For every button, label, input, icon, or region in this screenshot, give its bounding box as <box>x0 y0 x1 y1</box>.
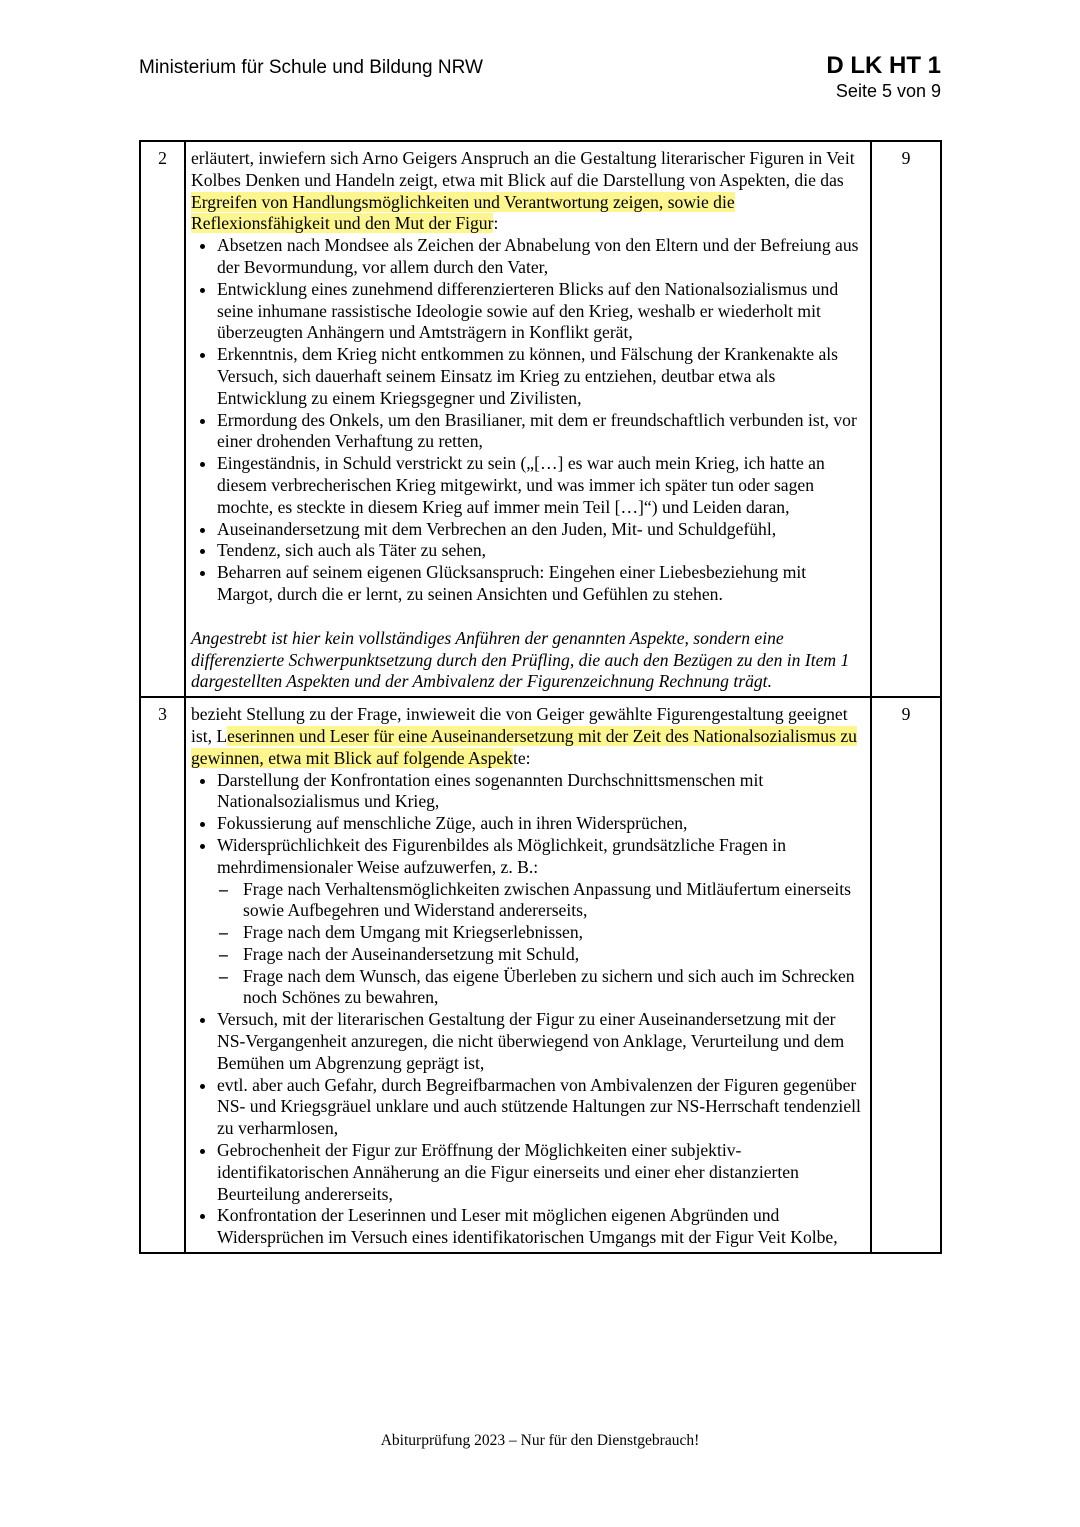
page-number: Seite 5 von 9 <box>835 81 941 101</box>
highlighted-text: Ergreifen von Handlungsmöglichkeiten und Verantwortung zeigen, sowie die Reflexionsfähigkeit und den Mut der Figur <box>191 191 735 234</box>
list-item: • Gebrochenheit der Figur zur Eröffnung der Möglichkeiten einer subjektiv-identifikatorischen Annäherung an die Figur einerseits und einer eher distanzierten Beurteilung andererseits, <box>217 1140 865 1205</box>
list-item: • Versuch, mit der literarischen Gestaltung der Figur zu einer Auseinandersetzung mit der NS-Vergangenheit anzuregen, die nicht überwiegend von Anklage, Verurteilung und dem Bemühen um Abgrenzung geprägt ist, <box>217 1009 865 1074</box>
bullet-list <box>191 770 865 1250</box>
expectation-table <box>139 140 942 1254</box>
item-number: 3 <box>140 697 185 1253</box>
list-item-text: Widersprüchlichkeit des Figurenbildes als Möglichkeit, grundsätzliche Fragen in mehrdimensionaler Weise aufzuwerfen, z. B.: <box>217 834 786 877</box>
item-description <box>185 697 871 1253</box>
list-item: • Tendenz, sich auch als Täter zu sehen, <box>217 540 865 562</box>
intro-text-end: : <box>493 213 499 234</box>
sub-list-item: – Frage nach dem Umgang mit Kriegserlebnissen, <box>243 922 865 944</box>
bullet-list <box>191 235 865 606</box>
intro-text: erläutert, inwiefern sich Arno Geigers Anspruch an die Gestaltung literarischer Figuren in Veit Kolbes Denken und Handeln zeigt, etwa mit Blick auf die Darstellung von Aspekten, die das <box>191 148 855 190</box>
item-intro <box>191 148 865 235</box>
list-item <box>217 835 865 1009</box>
list-item: • Konfrontation der Leserinnen und Leser mit möglichen eigenen Abgründen und Widersprüchen im Versuch eines identifikatorischen Umgangs mit der Figur Veit Kolbe, <box>217 1205 865 1249</box>
sub-list-item: – Frage nach dem Wunsch, das eigene Überleben zu sichern und sich auch im Schrecken noch Schönes zu bewahren, <box>243 966 865 1010</box>
item-intro <box>191 704 865 769</box>
item-points: 9 <box>871 697 941 1253</box>
list-item: • Absetzen nach Mondsee als Zeichen der Abnabelung von den Eltern und der Befreiung aus der Bevormundung, vor allem durch den Vater, <box>217 235 865 279</box>
list-item: • Auseinandersetzung mit dem Verbrechen an den Juden, Mit- und Schuldgefühl, <box>217 519 865 541</box>
sub-list-item: – Frage nach Verhaltensmöglichkeiten zwischen Anpassung und Mitläufertum einerseits sowie Aufbegehren und Widerstand andererseits, <box>243 879 865 923</box>
list-item: • Erkenntnis, dem Krieg nicht entkommen zu können, und Fälschung der Krankenakte als Versuch, sich dauerhaft seinem Einsatz im Krieg zu entziehen, deutbar etwa als Entwicklung zu einem Kriegsgegner und Zivilisten, <box>217 344 865 409</box>
sub-list-item: – Frage nach der Auseinandersetzung mit Schuld, <box>243 944 865 966</box>
list-item: • Darstellung der Konfrontation eines sogenannten Durchschnittsmenschen mit Nationalsozialismus und Krieg, <box>217 770 865 814</box>
assessment-note: Angestrebt ist hier kein vollständiges Anführen der genannten Aspekte, sondern eine differenzierte Schwerpunktsetzung durch den Prüfling, die auch den Bezügen zu den in Item 1 dargestellten Aspekten und der Ambivalenz der Figurenzeichnung Rechnung trägt. <box>191 627 850 692</box>
ministry-name: Ministerium für Schule und Bildung NRW <box>139 57 483 78</box>
list-item: • Eingeständnis, in Schuld verstrickt zu sein („[…] es war auch mein Krieg, ich hatte an diesem verbrecherischen Krieg mitgewirkt, und was immer ich später tun oder sagen mochte, es steckte in diesem Krieg auf immer mein Teil […]“) und Leiden daran, <box>217 453 865 518</box>
list-item: • Ermordung des Onkels, um den Brasilianer, mit dem er freundschaftlich verbunden ist, vor einer drohenden Verhaftung zu retten, <box>217 410 865 454</box>
item-points: 9 <box>871 141 941 697</box>
page-footer: Abiturprüfung 2023 – Nur für den Dienstgebrauch! <box>380 1432 700 1449</box>
list-item: • evtl. aber auch Gefahr, durch Begreifbarmachen von Ambivalenzen der Figuren gegenüber NS- und Kriegsgräuel unklare und auch stützende Haltungen zur NS-Herrschaft tendenziell zu verharmlosen, <box>217 1075 865 1140</box>
list-item: • Entwicklung eines zunehmend differenzierteren Blicks auf den Nationalsozialismus und seine inhumane rassistische Ideologie sowie auf den Krieg, weshalb er wiederholt mit überzeugten Anhängern und Amtsträgern in Konflikt gerät, <box>217 279 865 344</box>
highlighted-text: eserinnen und Leser für eine Auseinandersetzung mit der Zeit des Nationalsozialismus zu gewinnen, etwa mit Blick auf folgende Aspek <box>191 725 857 768</box>
table-row <box>140 141 941 697</box>
list-item: • Fokussierung auf menschliche Züge, auch in ihren Widersprüchen, <box>217 813 865 835</box>
intro-text: bezieht Stellung zu der Frage, inwieweit die von Geiger gewählte Figurengestaltung geeignet ist, L <box>191 704 848 746</box>
item-number: 2 <box>140 141 185 697</box>
document-header <box>826 52 941 102</box>
item-description <box>185 141 871 697</box>
dash-list <box>217 879 865 1010</box>
table-row <box>140 697 941 1253</box>
intro-text-end: te: <box>512 747 531 768</box>
exam-code: D LK HT 1 <box>826 52 941 79</box>
list-item: • Beharren auf seinem eigenen Glücksanspruch: Eingehen einer Liebesbeziehung mit Margot, durch die er lernt, zu seinen Ansichten und Gefühlen zu stehen. <box>217 562 865 606</box>
